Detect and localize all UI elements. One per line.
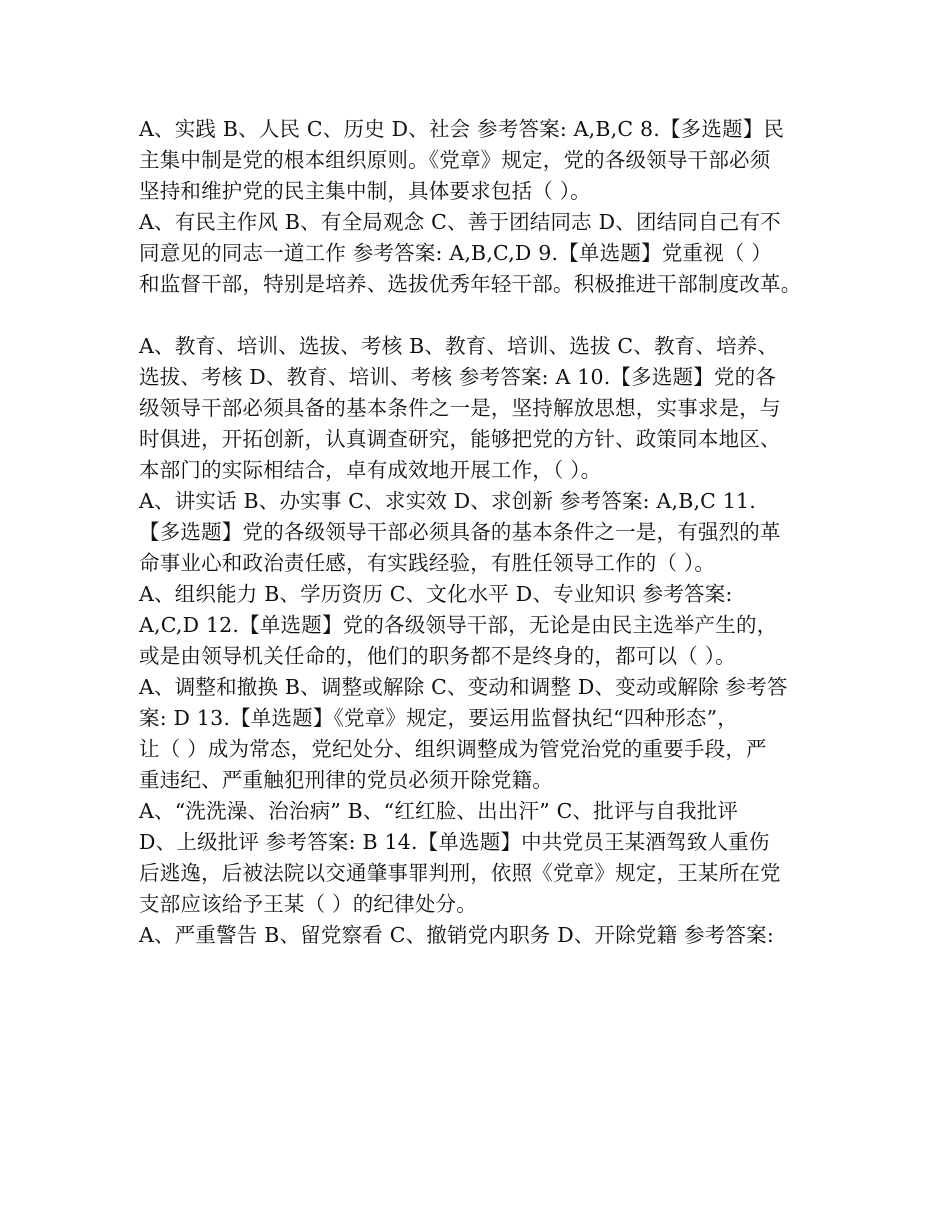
text-line: 坚持和维护党的民主集中制，具体要求包括（ ）。 [139,179,591,203]
text-line: A、讲实话 B、办实事 C、求实效 D、求创新 参考答案: A,B,C 11. [139,489,756,513]
text-line: 让（ ）成为常态，党纪处分、组织调整成为管党治党的重要手段，严 [139,737,767,761]
text-line: D、上级批评 参考答案: B 14.【单选题】中共党员王某酒驾致人重伤 [139,830,770,854]
text-line: 和监督干部，特别是培养、选拔优秀年轻干部。积极推进干部制度改革。 [139,272,802,296]
text-line: 同意见的同志一道工作 参考答案: A,B,C,D 9.【单选题】党重视（ ） [139,241,772,265]
text-line: 或是由领导机关任命的，他们的职务都不是终身的，都可以（ ）。 [139,644,736,668]
text-line: 命事业心和政治责任感，有实践经验，有胜任领导工作的（ ）。 [139,551,716,575]
text-line: A、实践 B、人民 C、历史 D、社会 参考答案: A,B,C 8.【多选题】民 [139,117,785,141]
text-line: A、“洗洗澡、治治病” B、“红红脸、出出汗” C、批评与自我批评 [139,799,739,823]
text-line: A,C,D 12.【单选题】党的各级领导干部，无论是由民主选举产生的， [139,613,778,637]
document-page [139,114,829,951]
text-line: 级领导干部必须具备的基本条件之一是，坚持解放思想，实事求是，与 [139,396,781,420]
text-line: A、组织能力 B、学历资历 C、文化水平 D、专业知识 参考答案: [139,582,733,606]
text-line: 支部应该给予王某（ ）的纪律处分。 [139,892,477,916]
text-line: 【多选题】党的各级领导干部必须具备的基本条件之一是，有强烈的革 [139,520,781,544]
text-line: A、有民主作风 B、有全局观念 C、善于团结同志 D、团结同自己有不 [139,210,781,234]
text-line: 案: D 13.【单选题】《党章》规定，要运用监督执纪“四种形态”， [139,706,738,730]
text-line: A、教育、培训、选拔、考核 B、教育、培训、选拔 C、教育、培养、 [139,334,779,358]
text-line: 时俱进，开拓创新，认真调查研究，能够把党的方针、政策同本地区、 [139,427,781,451]
text-line: A、严重警告 B、留党察看 C、撤销党内职务 D、开除党籍 参考答案: [139,923,774,947]
text-line: 重违纪、严重触犯刑律的党员必须开除党籍。 [139,768,553,792]
text-line: 选拔、考核 D、教育、培训、考核 参考答案: A 10.【多选题】党的各 [139,365,777,389]
text-line: 本部门的实际相结合，卓有成效地开展工作，（ ）。 [139,458,602,482]
text-line: 主集中制是党的根本组织原则。《党章》规定，党的各级领导干部必须 [139,148,771,172]
text-line: 后逃逸，后被法院以交通肇事罪判刑，依照《党章》规定，王某所在党 [139,861,781,885]
paragraph-gap [139,300,829,331]
text-line: A、调整和撤换 B、调整或解除 C、变动和调整 D、变动或解除 参考答 [139,675,788,699]
